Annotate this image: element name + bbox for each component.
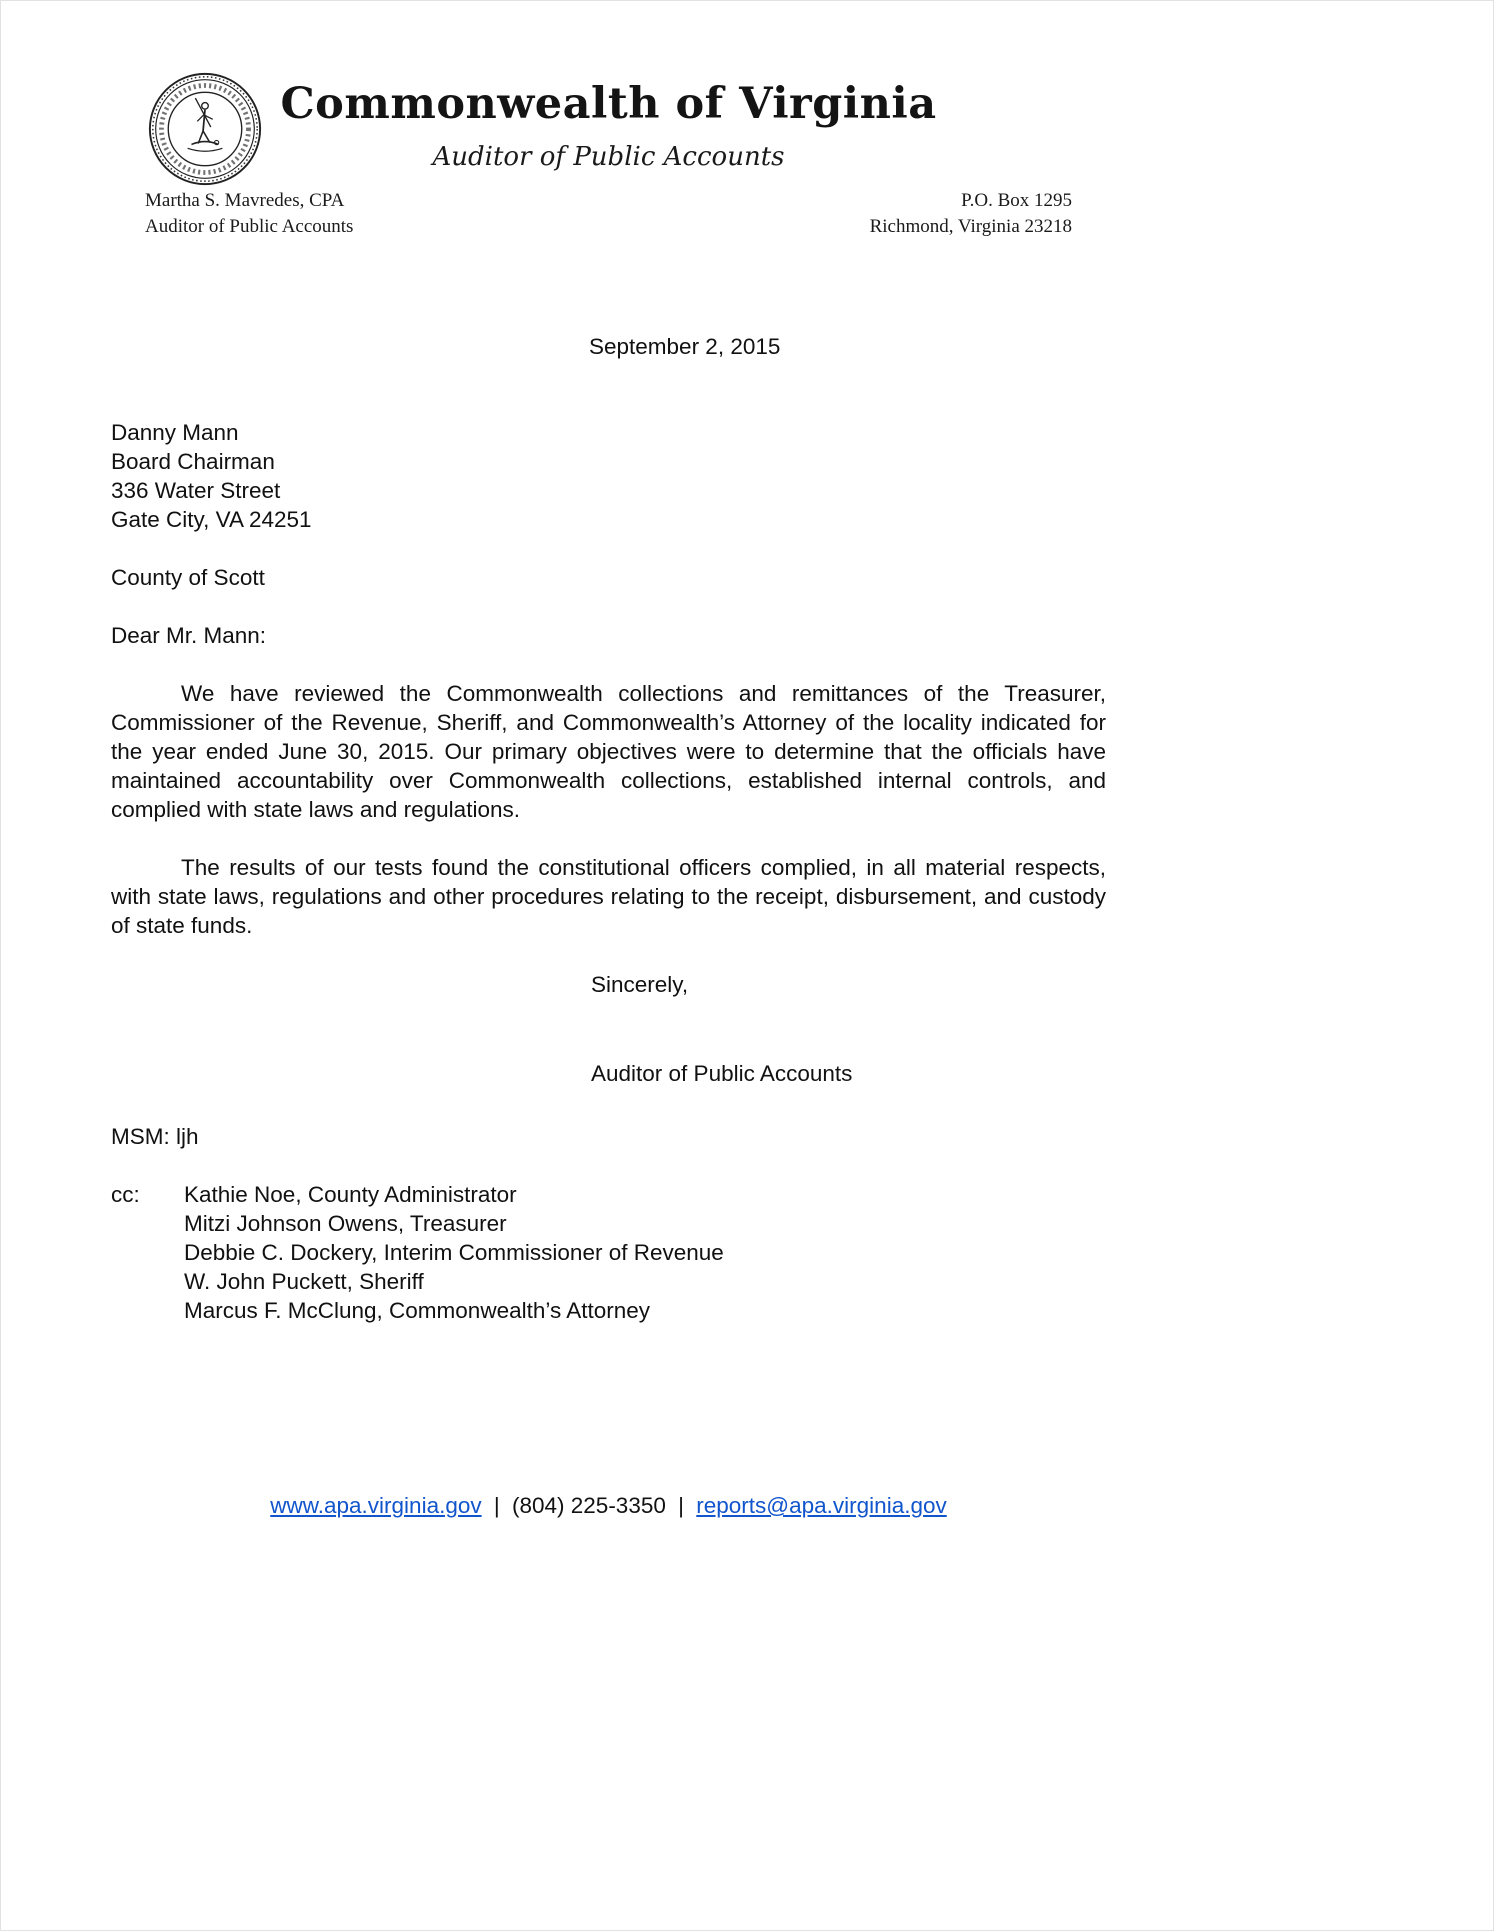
closing-sincerely: Sincerely, — [591, 971, 689, 997]
auditor-identity-block — [111, 188, 353, 239]
phone-number: (804) 225-3350 — [512, 1493, 666, 1518]
letter-date: September 2, 2015 — [589, 333, 781, 359]
cc-item: Kathie Noe, County Administrator — [184, 1181, 517, 1207]
email-link[interactable]: reports@apa.virginia.gov — [696, 1493, 947, 1518]
salutation: Dear Mr. Mann: — [111, 622, 267, 648]
cc-item: Marcus F. McClung, Commonwealth’s Attorney — [184, 1297, 651, 1323]
cc-list — [184, 1180, 724, 1325]
cc-block — [111, 1180, 1106, 1325]
locality-line: County of Scott — [111, 564, 265, 590]
cc-label: cc: — [111, 1181, 140, 1207]
recipient-address-block — [111, 418, 1106, 534]
city-state-zip-line: Richmond, Virginia 23218 — [869, 215, 1072, 237]
auditor-title: Auditor of Public Accounts — [145, 215, 354, 237]
virginia-seal-icon — [147, 67, 263, 191]
cc-item: Debbie C. Dockery, Interim Commissioner of Revenue — [184, 1239, 724, 1265]
letter-body — [111, 332, 1106, 1325]
recipient-line: Gate City, VA 24251 — [111, 506, 312, 532]
po-box-line: P.O. Box 1295 — [961, 190, 1072, 212]
org-subtitle: Auditor of Public Accounts — [432, 142, 785, 173]
body-paragraph: We have reviewed the Commonwealth collections and remittances of the Treasurer, Commissioner of the Revenue, Sheriff, and Commonwealth’s Attorney of the locality indicated for the year ended June 30, 2015. Our primary objectives were to determine that the officials have maintained accountability over Commonwealth collections, established internal controls, and complied with state laws and regulations. — [111, 680, 1106, 822]
website-link[interactable]: www.apa.virginia.gov — [270, 1493, 482, 1518]
cc-item: W. John Puckett, Sheriff — [184, 1268, 424, 1294]
auditor-name: Martha S. Mavredes, CPA — [145, 190, 345, 212]
letter-content — [111, 67, 1106, 1325]
virginia-seal — [147, 67, 263, 191]
body-paragraph: The results of our tests found the constitutional officers complied, in all material respects, with state laws, regulations and other procedures relating to the receipt, disbursement, and custody of state funds. — [111, 854, 1106, 938]
recipient-line: Board Chairman — [111, 448, 275, 474]
letterhead — [111, 67, 1106, 240]
footer-divider: | — [678, 1493, 684, 1518]
signer-title: Auditor of Public Accounts — [591, 1060, 853, 1086]
cc-item: Mitzi Johnson Owens, Treasurer — [184, 1210, 507, 1236]
letter-footer — [111, 1493, 1106, 1519]
footer-divider: | — [493, 1493, 500, 1518]
reference-initials: MSM: ljh — [111, 1123, 199, 1149]
office-address-block — [870, 188, 1106, 239]
letterhead-contact-row — [111, 188, 1106, 239]
org-title: Commonwealth of Virginia — [280, 79, 937, 129]
recipient-line: 336 Water Street — [111, 477, 281, 503]
recipient-line: Danny Mann — [111, 419, 239, 445]
